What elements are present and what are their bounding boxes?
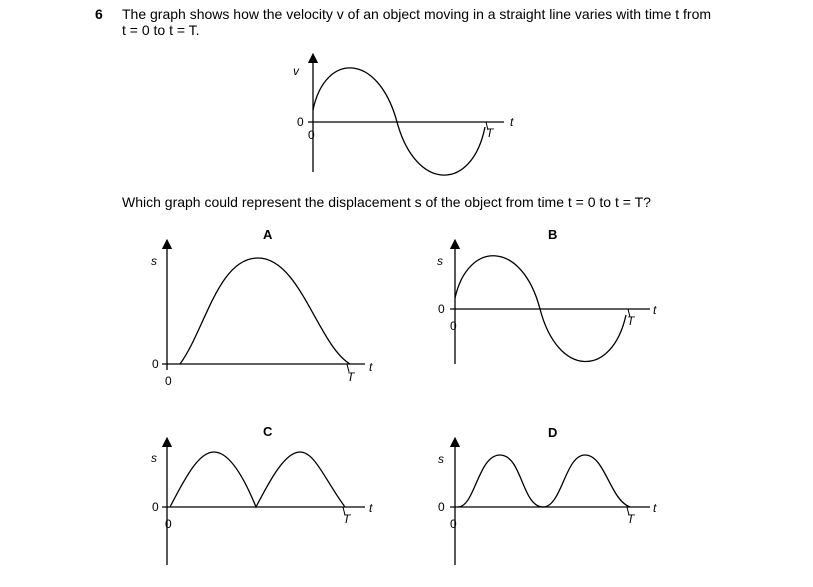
displacement-curve	[180, 258, 350, 364]
question-number: 6	[95, 6, 103, 22]
origin-label-x: 0	[165, 374, 172, 388]
t-axis-label: t	[653, 303, 657, 317]
option-a-graph	[151, 244, 373, 388]
option-d-graph	[438, 442, 657, 565]
end-time-label: T	[486, 126, 494, 140]
option-label-a: A	[263, 227, 273, 242]
s-axis-label: s	[438, 452, 444, 466]
question-prompt: Which graph could represent the displacement s of the object from time t = 0 to t = T?	[122, 194, 651, 210]
origin-label-x: 0	[308, 128, 315, 142]
end-time-label: T	[627, 314, 635, 328]
s-axis-label: s	[151, 254, 157, 268]
option-label-b: B	[548, 227, 558, 242]
t-axis-label: t	[369, 501, 373, 515]
end-time-label: T	[343, 512, 351, 526]
origin-label-x: 0	[450, 319, 457, 333]
question-text-line-2: t = 0 to t = T.	[122, 22, 200, 38]
displacement-curve	[458, 455, 630, 507]
t-axis-label: t	[510, 115, 514, 129]
origin-label-y: 0	[438, 302, 445, 316]
origin-label-x: 0	[165, 517, 172, 531]
option-label-c: C	[263, 424, 273, 439]
origin-label-y: 0	[297, 115, 304, 129]
option-c-graph	[151, 442, 373, 565]
option-label-d: D	[548, 425, 558, 440]
origin-label-x: 0	[450, 517, 457, 531]
s-axis-label: s	[151, 451, 157, 465]
origin-label-y: 0	[152, 357, 159, 371]
t-axis-label: t	[653, 501, 657, 515]
end-time-label: T	[627, 512, 635, 526]
t-axis-label: t	[369, 360, 373, 374]
v-axis-label: v	[293, 64, 299, 78]
question-text-line-1: The graph shows how the velocity v of an object moving in a straight line varies with time t from	[122, 6, 712, 22]
origin-label-y: 0	[152, 500, 159, 514]
s-axis-label: s	[437, 254, 443, 268]
end-time-label: T	[347, 370, 355, 384]
displacement-curve	[170, 452, 345, 507]
origin-label-y: 0	[438, 500, 445, 514]
option-b-graph	[437, 244, 657, 364]
velocity-graph	[293, 58, 514, 175]
